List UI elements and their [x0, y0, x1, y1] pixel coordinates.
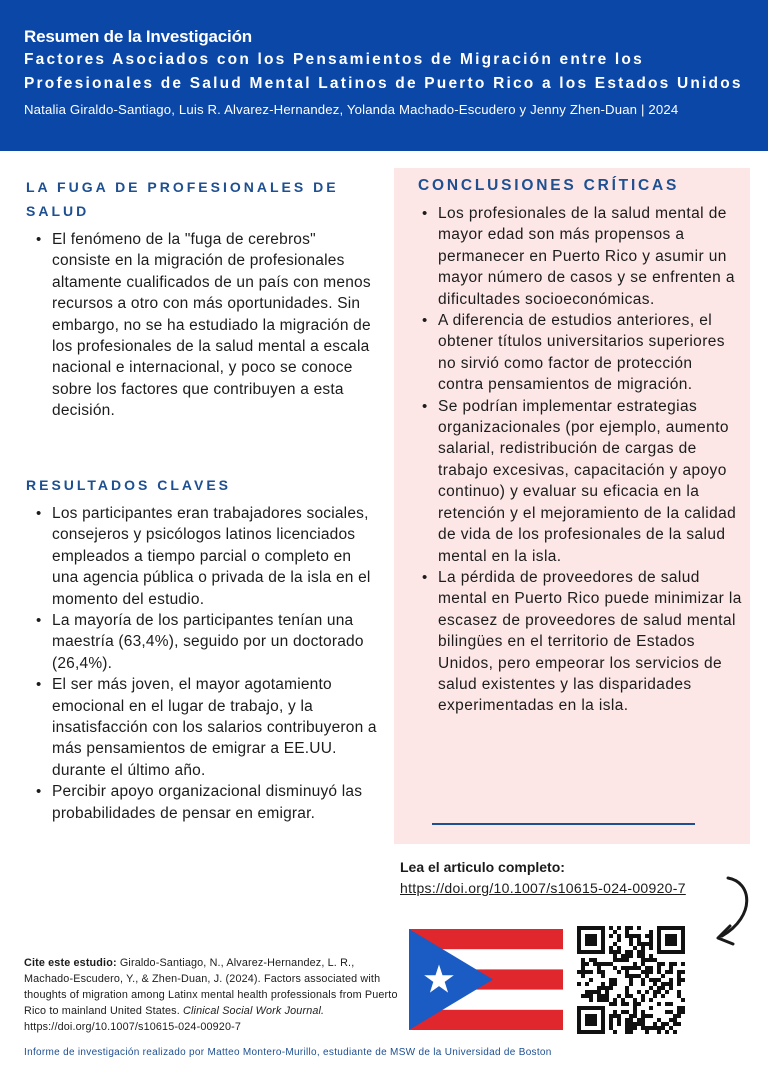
divider [432, 823, 695, 825]
conclusiones-panel [394, 168, 750, 844]
puerto-rico-flag [409, 929, 563, 1030]
citation-label: Cite este estudio: [24, 957, 117, 969]
header-eyebrow: Resumen de la Investigación [24, 27, 252, 46]
citation-journal: Clinical Social Work Journal. [183, 1005, 325, 1017]
authors-line: Natalia Giraldo-Santiago, Luis R. Alvarez-Hernandez, Yolanda Machado-Escudero y Jenny Zhen-Duan | 2024 [24, 102, 679, 117]
footer-credit: Informe de investigación realizado por Matteo Montero-Murillo, estudiante de MSW de la Universidad de Boston [24, 1047, 552, 1058]
list-item: • El ser más joven, el mayor agotamiento emocional en el lugar de trabajo, y la insatisfacción con los salarios contribuyeron a más pensamientos de emigrar a EE.UU. durante el último año. [34, 674, 379, 781]
list-item: • Los participantes eran trabajadores sociales, consejeros y psicólogos latinos licenciados empleados a tiempo parcial o completo en una agencia pública o privada de la isla en el momento del estudio. [34, 503, 379, 610]
fuga-heading: LA FUGA DE PROFESIONALES DE SALUD [26, 179, 339, 219]
resultados-list [34, 503, 379, 824]
full-article-link[interactable]: https://doi.org/10.1007/s10615-024-00920-7 [400, 880, 686, 896]
full-article-block [400, 857, 750, 899]
conclusiones-list [420, 203, 742, 717]
list-item: • El fenómeno de la "fuga de cerebros" consiste en la migración de profesionales altamente cualificados de un país con menos recursos a otro con más oportunidades. Sin embargo, no se ha estudiado la migración de los profesionales de la salud mental a escala nacional e internacional, y poco se conoce sobre los factores que contribuyen a esta decisión. [34, 229, 374, 422]
citation-doi: https://doi.org/10.1007/s10615-024-00920-7 [24, 1021, 241, 1033]
fuga-list [34, 229, 374, 422]
full-article-label: Lea el articulo completo: [400, 859, 565, 875]
list-item: • La mayoría de los participantes tenían una maestría (63,4%), seguido por un doctorado (26,4%). [34, 610, 379, 674]
list-item: • Percibir apoyo organizacional disminuyó las probabilidades de pensar en emigrar. [34, 781, 379, 824]
page-title: Factores Asociados con los Pensamientos de Migración entre los Profesionales de Salud Mental Latinos de Puerto Rico a los Estados Unidos [24, 51, 743, 92]
curved-arrow-icon [700, 872, 756, 950]
list-item: • La pérdida de proveedores de salud mental en Puerto Rico puede minimizar la escasez de proveedores de salud mental bilingües en el territorio de Estados Unidos, pero empeorar los servicios de salud existentes y las disparidades experimentadas en la isla. [420, 567, 742, 717]
list-item: • Se podrían implementar estrategias organizacionales (por ejemplo, aumento salarial, redistribución de cargas de trabajo excesivas, capacitación y apoyo continuo) y evaluar su eficacia en la retención y el mejoramiento de la calidad de vida de los profesionales de la salud mental en la isla. [420, 396, 742, 567]
conclusiones-heading: CONCLUSIONES CRÍTICAS [418, 177, 680, 194]
citation-text: Giraldo-Santiago, N., Alvarez-Hernandez, L. R., Machado-Escudero, Y., & Zhen-Duan, J. (2024). Factors associated with thoughts of migration among Latinx mental health professionals from Puerto Rico to mainland United States. [24, 957, 398, 1017]
citation [24, 955, 404, 1035]
header-banner [0, 0, 768, 151]
qr-code[interactable] [577, 926, 685, 1034]
list-item: • Los profesionales de la salud mental de mayor edad son más propensos a permanecer en Puerto Rico y asumir un mayor número de casos y se enfrenten a dificultades socioeconómicas. [420, 203, 742, 310]
resultados-heading: RESULTADOS CLAVES [26, 477, 232, 493]
list-item: • A diferencia de estudios anteriores, el obtener títulos universitarios superiores no sirvió como factor de protección contra pensamientos de migración. [420, 310, 742, 396]
